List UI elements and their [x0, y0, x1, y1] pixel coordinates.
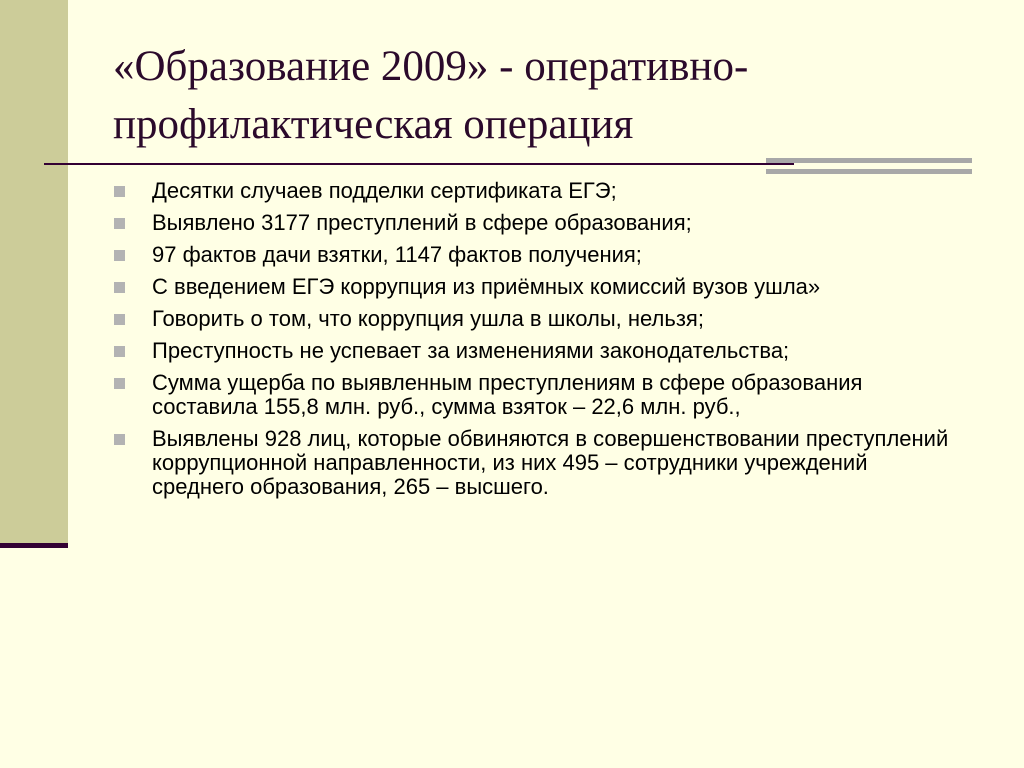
square-bullet-icon	[114, 282, 125, 293]
title-divider-accent	[766, 158, 972, 174]
square-bullet-icon	[114, 314, 125, 325]
bullet-item	[114, 307, 964, 331]
left-accent-bar	[0, 0, 68, 546]
bullet-item	[114, 179, 964, 203]
bullet-text: С введением ЕГЭ коррупция из приёмных комиссий вузов ушла»	[152, 274, 821, 299]
bullet-item	[114, 275, 964, 299]
left-accent-bar-cap	[0, 543, 68, 548]
square-bullet-icon	[114, 346, 125, 357]
square-bullet-icon	[114, 250, 125, 261]
bullet-item	[114, 427, 964, 499]
square-bullet-icon	[114, 218, 125, 229]
square-bullet-icon	[114, 186, 125, 197]
bullet-text: Преступность не успевает за изменениями законодательства;	[152, 338, 790, 363]
bullet-text: 97 фактов дачи взятки, 1147 фактов получения;	[152, 242, 642, 267]
bullet-item	[114, 339, 964, 363]
bullet-item	[114, 243, 964, 267]
bullet-text: Говорить о том, что коррупция ушла в школы, нельзя;	[152, 306, 704, 331]
slide-title: «Образование 2009» - оперативно-профилактическая операция	[113, 43, 749, 148]
title-divider-line	[44, 163, 794, 165]
bullet-list	[114, 179, 964, 507]
bullet-item	[114, 371, 964, 419]
bullet-text: Выявлены 928 лиц, которые обвиняются в совершенствовании преступлений коррупционной направленности, из них 495 – сотрудники учреждений среднего образования, 265 – высшего.	[152, 426, 949, 499]
bullet-item	[114, 211, 964, 235]
square-bullet-icon	[114, 378, 125, 389]
bullet-text: Сумма ущерба по выявленным преступлениям в сфере образования составила 155,8 млн. руб., сумма взяток – 22,6 млн. руб.,	[152, 370, 863, 419]
square-bullet-icon	[114, 434, 125, 445]
bullet-text: Десятки случаев подделки сертификата ЕГЭ;	[152, 178, 617, 203]
bullet-text: Выявлено 3177 преступлений в сфере образования;	[152, 210, 692, 235]
